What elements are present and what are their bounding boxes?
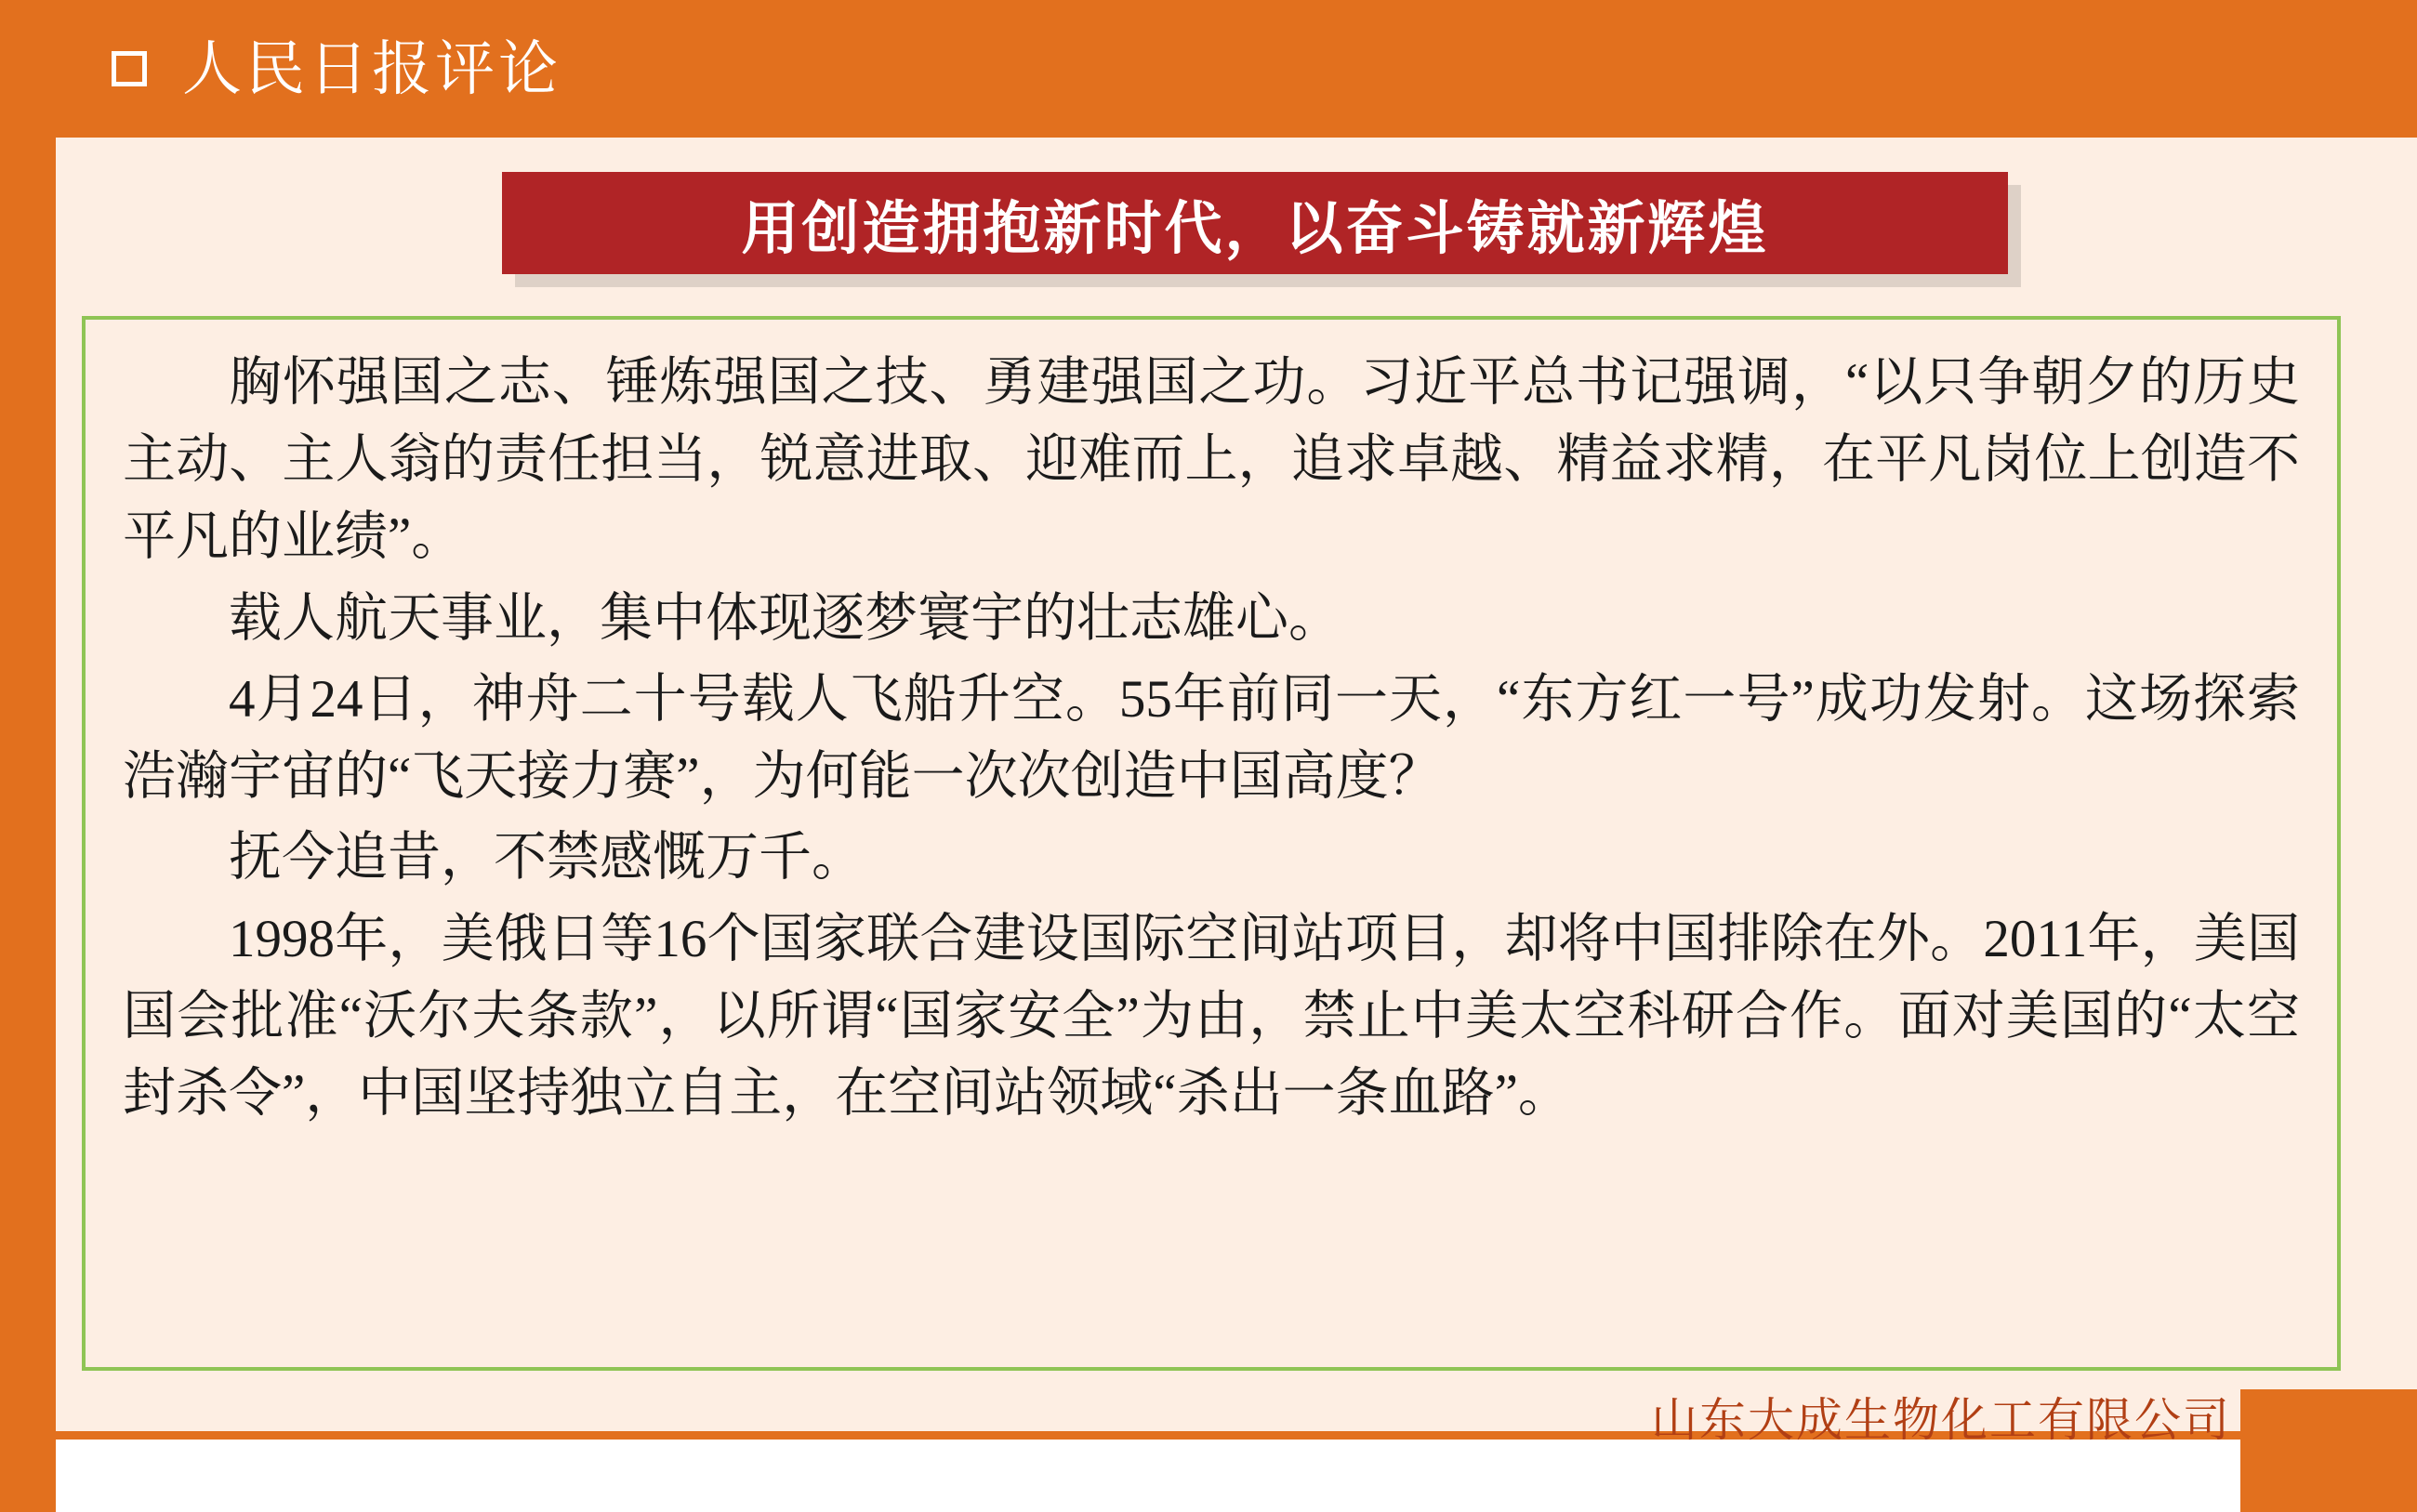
left-accent-band xyxy=(0,0,56,1512)
title-banner xyxy=(502,172,2008,274)
content-box xyxy=(82,316,2341,1371)
body-paragraph: 载人航天事业，集中体现逐梦寰宇的壮志雄心。 xyxy=(229,588,1341,648)
footer-background xyxy=(0,1440,2240,1512)
footer-left-accent xyxy=(0,1440,56,1512)
body-paragraph: 1998年，美俄日等16个国家联合建设国际空间站项目，却将中国排除在外。2011年，美国国会批准“沃尔夫条款”，以所谓“国家安全”为由，禁止中美太空科研合作。面对美国的“太空封杀令”，中国坚持独立自主，在空间站领域“杀出一条血路”。 xyxy=(123,909,2300,1123)
square-outline-icon xyxy=(112,51,147,86)
header-bar xyxy=(56,0,2417,138)
header-brand-title: 人民日报评论 xyxy=(182,35,561,102)
header-inner xyxy=(56,0,561,138)
body-paragraph: 4月24日，神舟二十号载人飞船升空。55年前同一天，“东方红一号”成功发射。这场探索浩瀚宇宙的“飞天接力赛”，为何能一次次创造中国高度？ xyxy=(123,669,2300,807)
body-paragraph: 胸怀强国之志、锤炼强国之技、勇建强国之功。习近平总书记强调，“以只争朝夕的历史主动、主人翁的责任担当，锐意进取、迎难而上，追求卓越、精益求精，在平凡岗位上创造不平凡的业绩”。 xyxy=(123,353,2300,567)
body-paragraph: 抚今追昔，不禁感慨万千。 xyxy=(229,828,865,887)
footer-corner-block xyxy=(2240,1389,2417,1512)
footer-company-name: 山东大成生物化工有限公司 xyxy=(1651,1394,2231,1446)
slide-title: 用创造拥抱新时代，以奋斗铸就新辉煌 xyxy=(741,196,1769,261)
